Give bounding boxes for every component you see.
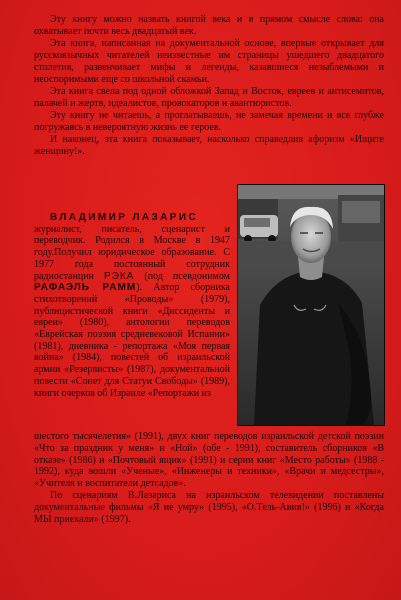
bio-text-b: (под псевдонимом <box>144 270 231 282</box>
annotation-block <box>34 14 384 158</box>
pseudonym: РАФАЭЛЬ РАММ <box>34 282 137 294</box>
bio-text-bottom: шестого тысячелетия» (1991), двух книг переводов израильской детской поэзии «Что за праздник у меня» и «Ной» (обе - 1991), составитель сборников «В отказе» (1986) и «Почтовый ящик» (1991) и серии книг «Место работы» (1988 - 1992), куда вошли «Ученые», «Инженеры и техники», «Врачи и медсестры», «Учителя и воспитатели детсадов». <box>34 431 384 490</box>
radio-station-name: РЭКА <box>103 270 135 282</box>
annotation-paragraph-5: И наконец, эта книга показывает, насколько справедлив афоризм «Ищите женщину!». <box>34 134 384 157</box>
bio-text-c: ). Автор сборника стихотворений «Проводы» (1979), публицистической книги «Диссиденты и евреи» (1980), антологии переводов «Еврейская поэзия средневековой Испании» (1981), дневника - репортажа «Моя первая война» (1984), повестей об израильской армии «Резервисты» (1987), документальной повести «Сонет для Статуи Свободы» (1989), книги очерков об Израиле «Репортажи из <box>34 282 230 399</box>
annotation-paragraph-4: Эту книгу не читаешь, а проглатываешь, не замечая времени и все глубже погружаясь в невероятную жизнь ее героев. <box>34 110 384 133</box>
annotation-paragraph-3: Эта книга свела под одной обложкой Запад и Восток, евреев и антисемитов, палачей и жертв, идеалистов, провокаторов и авантюристов. <box>34 86 384 109</box>
author-bio-continued <box>34 431 384 525</box>
films-paragraph: По сценариям В.Лазариса на израильском телевидении поставлены документальные фильмы «Я не умру» (1995), «О.Тель-Авив!» (1996) и «Когда МЫ приехали» (1997). <box>34 489 384 525</box>
annotation-paragraph-2: Эта книга, написанная на документальной основе, впервые открывает для русскоязычных читателей неизвестные им страницы ушедшего двадцатого столетия, развенчивает мифы и легенды, казавшиеся незыблемыми и неоспоримыми еще со школьной скамьи. <box>34 38 384 85</box>
annotation-paragraph-1: Эту книгу можно назвать книгой века и в прямом смысле слова: она охватывает почти весь двадцатый век. <box>34 14 384 37</box>
author-photo <box>237 184 385 426</box>
bio-text-a: журналист, писатель, сценарист и переводчик. Родился в Москве в 1947 году.Получил юридическое образование. С 1977 года постоянный сотрудник радиостанции <box>34 223 230 282</box>
author-bio-column <box>34 212 230 399</box>
author-name: ВЛАДИМИР ЛАЗАРИС <box>50 212 199 223</box>
